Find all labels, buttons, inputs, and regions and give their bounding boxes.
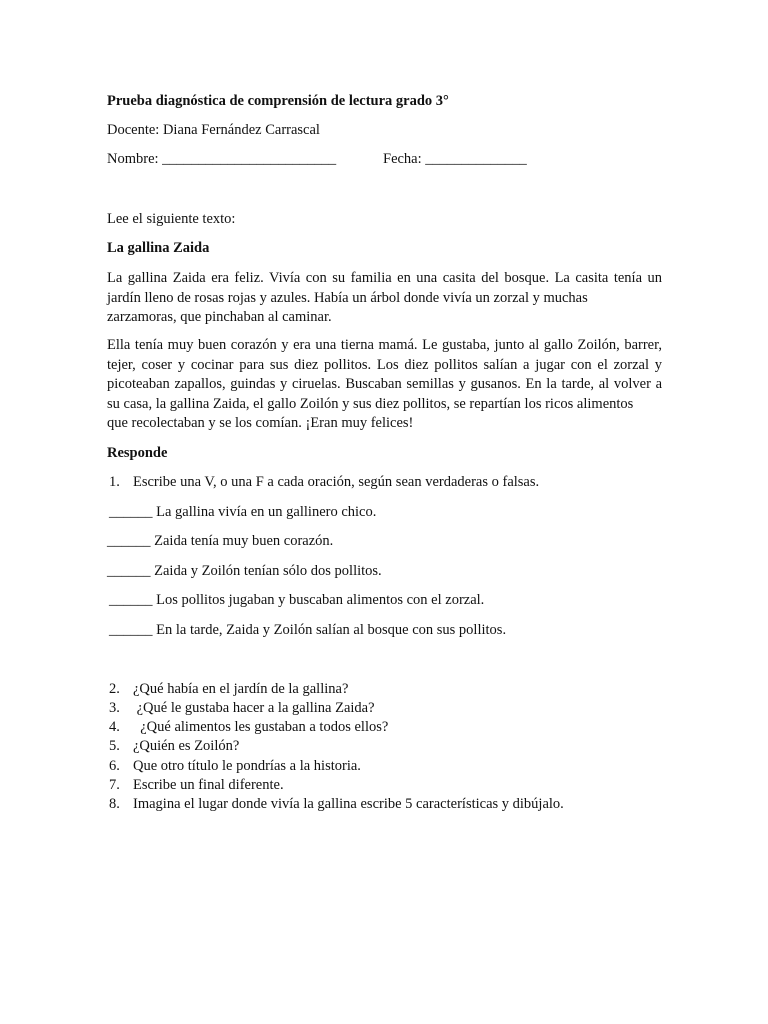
question-3-number: 3. xyxy=(109,700,120,716)
story-paragraph-2 xyxy=(107,336,662,434)
question-2 xyxy=(109,681,348,698)
story-paragraph-2-last-line: que recolectaban y se los comían. ¡Eran muy felices! xyxy=(107,415,414,431)
question-1-number: 1. xyxy=(109,474,120,490)
question-8 xyxy=(109,796,564,813)
question-6 xyxy=(109,758,361,775)
question-2-text: ¿Qué había en el jardín de la gallina? xyxy=(133,681,349,697)
teacher-line: Docente: Diana Fernández Carrascal xyxy=(107,122,320,138)
question-7 xyxy=(109,777,284,794)
question-5-text: ¿Quién es Zoilón? xyxy=(133,738,240,754)
date-field-label: Fecha: ______________ xyxy=(383,151,527,167)
statement-5: ______ En la tarde, Zaida y Zoilón salían al bosque con sus pollitos. xyxy=(109,622,507,638)
question-7-number: 7. xyxy=(109,777,120,793)
question-4 xyxy=(109,719,388,736)
question-6-number: 6. xyxy=(109,758,120,774)
question-4-number: 4. xyxy=(109,719,120,735)
statement-2: ______ Zaida tenía muy buen corazón. xyxy=(107,533,334,549)
name-field-label: Nombre: ________________________ xyxy=(107,151,337,167)
story-paragraph-1-last-line: zarzamoras, que pinchaban al caminar. xyxy=(107,309,332,325)
responde-heading: Responde xyxy=(107,445,168,461)
question-8-text: Imagina el lugar donde vivía la gallina escribe 5 características y dibújalo. xyxy=(133,796,564,812)
story-paragraph-2-body: Ella tenía muy buen corazón y era una tierna mamá. Le gustaba, junto al gallo Zoilón, barrer, tejer, coser y cocinar para sus diez pollitos. Los diez pollitos salían a jugar con el zorzal y picoteaban zapallos, guindas y ciruelas. Buscaban semillas y gusanos. En la tarde, al volver a su casa, la gallina Zaida, el gallo Zoilón y sus diez pollitos, se repartían los ricos alimentos xyxy=(107,337,662,412)
question-1-text: Escribe una V, o una F a cada oración, según sean verdaderas o falsas. xyxy=(133,474,540,490)
statement-4: ______ Los pollitos jugaban y buscaban alimentos con el zorzal. xyxy=(109,592,485,608)
question-5-number: 5. xyxy=(109,738,120,754)
question-8-number: 8. xyxy=(109,796,120,812)
story-title: La gallina Zaida xyxy=(107,240,210,256)
document-title: Prueba diagnóstica de comprensión de lectura grado 3° xyxy=(107,93,449,109)
question-1 xyxy=(109,474,539,491)
story-paragraph-1 xyxy=(107,269,662,328)
question-4-text: ¿Qué alimentos les gustaban a todos ellos? xyxy=(133,719,389,735)
question-6-text: Que otro título le pondrías a la historia. xyxy=(133,758,361,774)
question-2-number: 2. xyxy=(109,681,120,697)
statement-1: ______ La gallina vivía en un gallinero chico. xyxy=(109,504,377,520)
question-7-text: Escribe un final diferente. xyxy=(133,777,284,793)
statement-3: ______ Zaida y Zoilón tenían sólo dos pollitos. xyxy=(107,563,382,579)
question-3 xyxy=(109,700,375,717)
question-5 xyxy=(109,738,239,755)
story-paragraph-1-body: La gallina Zaida era feliz. Vivía con su familia en una casita del bosque. La casita tenía un jardín lleno de rosas rojas y azules. Había un árbol donde vivía un zorzal y muchas xyxy=(107,270,662,306)
question-3-text: ¿Qué le gustaba hacer a la gallina Zaida? xyxy=(133,700,375,716)
reading-instruction: Lee el siguiente texto: xyxy=(107,211,236,227)
